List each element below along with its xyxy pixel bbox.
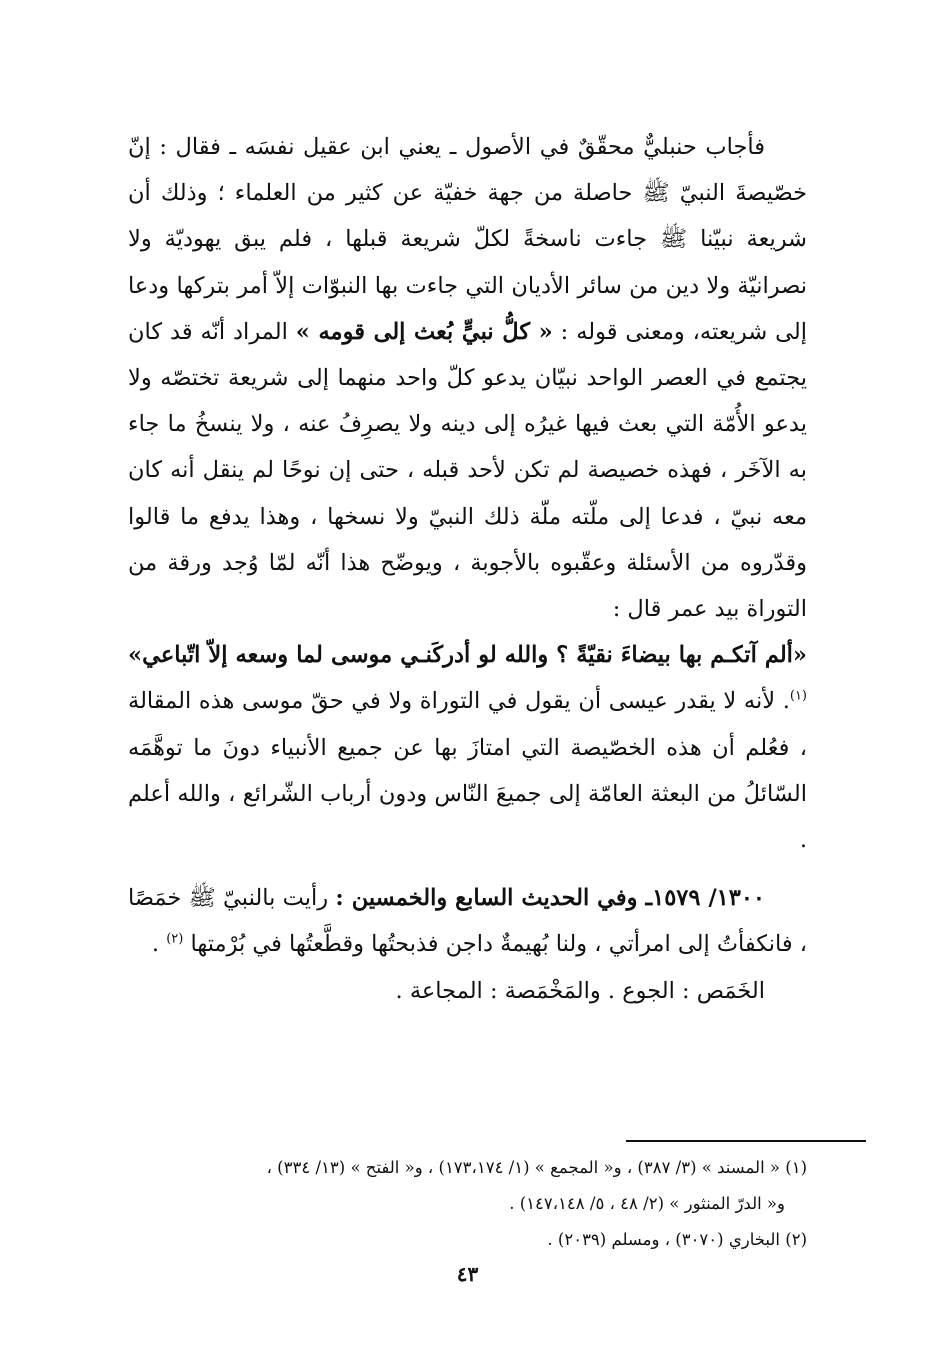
paragraph-1-text: فأجاب حنبليٌّ محقّقٌ في الأصول ـ يعني ابن عقيل نفسَه ـ فقال : إنّ خصّيصةَ النبيّ ﷺ حاصلة من جهة خفيّة عن كثير من العلماء ؛ وذلك أن شريعة نبيّنا ﷺ جاءت ناسخةً لكلّ شريعة قبلها ، فلم يبق يهوديّة ولا نصرانيّة ولا دين من سائر الأديان التي جاءت بها النبوّات إلاّ أمر بتركها ودعا إلى شريعته، ومعنى قوله : xyxy=(128,134,807,345)
paragraph-1-continued: المراد أنّه قد كان يجتمع في العصر الواحد نبيّان يدعو كلّ واحد منهما إلى شريعة تختصّه ولا يدعو الأُمّة التي بعث فيها غيرُه إلى دينه ولا يصرِفُ عنه ، ولا ينسخُ ما جاء به الآخَر ، فهذه خصيصة لم تكن لأحد قبله ، حتى إن نوحًا لم ينقل أنه كان معه نبيّ ، فدعا إلى ملّته ملّة ذلك النبيّ ولا نسخها ، وهذا يدفع ما قالوا وقدّروه من الأسئلة وعقّبوه بالأجوبة ، ويوضّح هذا أنّه لمّا وُجد ورقة من التوراة بيد عمر قال : xyxy=(128,318,807,623)
section-heading: ١٣٠٠/ ١٥٧٩ـ وفي الحديث السابع والخمسين : xyxy=(335,885,766,912)
hadith-quote-1: « كلُّ نبيٍّ بُعث إلى قومه » xyxy=(295,318,553,345)
gloss-line: الخَمَص : الجوع . والمَخْمَصة : المجاعة . xyxy=(395,977,765,1004)
footnote-separator xyxy=(626,1140,866,1142)
section-end: . xyxy=(151,931,160,958)
main-text xyxy=(128,124,807,1014)
section-paragraph xyxy=(128,875,807,967)
footnote-ref-2: (٢) xyxy=(166,931,184,947)
footnote-1-continued: و« الدرّ المنثور » (٢/ ٤٨ ، ٥/ ١٤٧،١٤٨) . xyxy=(509,1194,785,1213)
footnote-1: (١) « المسند » (٣/ ٣٨٧) ، و« المجمع » (١/ ١٧٣،١٧٤) ، و« الفتح » (١٣/ ٣٣٤) ، xyxy=(266,1158,807,1177)
page-number: ٤٣ xyxy=(456,1262,479,1286)
footnotes xyxy=(128,1150,807,1258)
footnote-2: (٢) البخاري (٣٠٧٠) ، ومسلم (٢٠٣٩) . xyxy=(547,1230,807,1249)
hadith-quote-2: «ألم آتكـم بها بيضاءَ نقيّةً ؟ والله لو أدركَنـي موسى لما وسعه إلاّ اتّباعي» xyxy=(128,642,807,669)
section-text: رأيت بالنبيّ ﷺ خمَصًا ، فانكفأتُ إلى امرأتي ، ولنا بُهيمةٌ داجن فذبحتُها وقطَّعتُها في بُرْمتها xyxy=(128,885,807,958)
footnote-ref-1: (١) xyxy=(789,688,807,704)
paragraph-2 xyxy=(128,632,807,863)
paragraph-1 xyxy=(128,124,807,632)
paragraph-2-text: . لأنه لا يقدر عيسى أن يقول في التوراة ولا في حقّ موسى هذه المقالة ، فعُلم أن هذه الخصّيصة التي امتازَ بها عن جميع الأنبياء دونَ ما توهَّمَه السّائلُ من البعثة العامّة إلى جميعَ النّاس ودون أرباب الشّرائع ، والله أعلم . xyxy=(128,688,807,854)
